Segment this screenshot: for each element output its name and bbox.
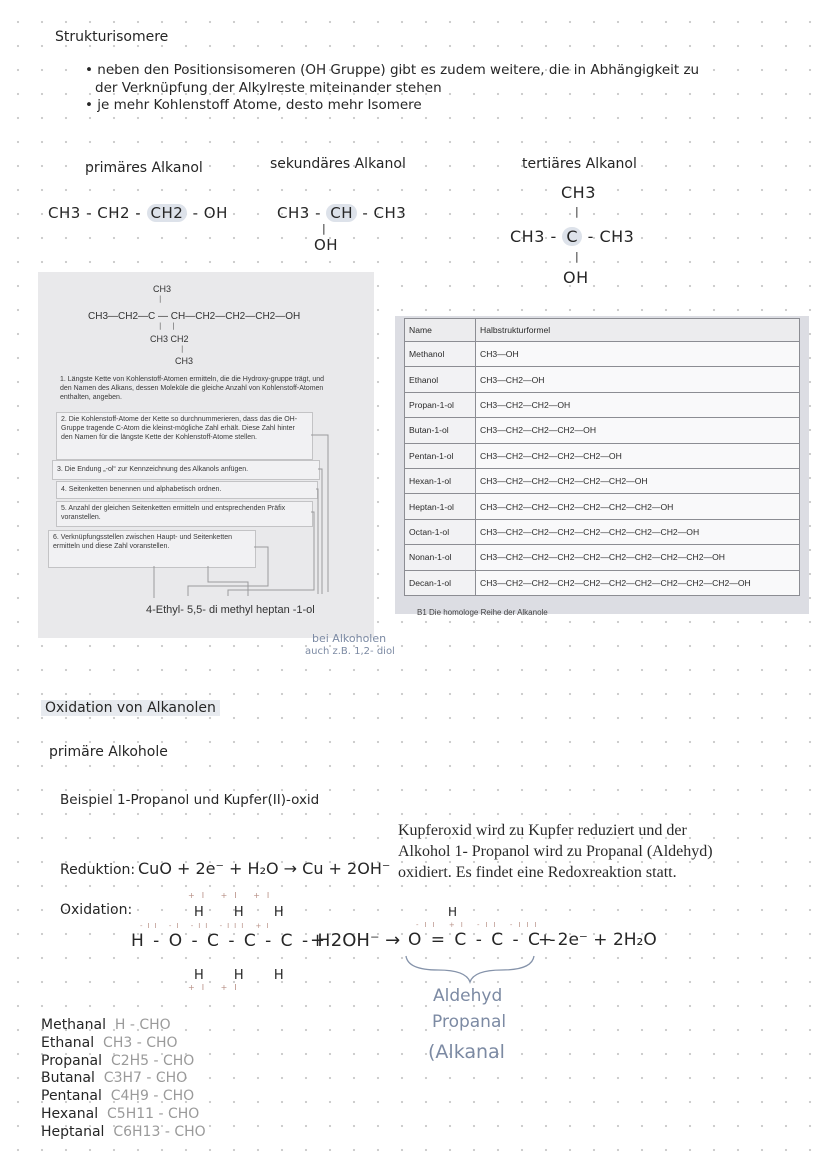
tertiary-bond-top: | — [575, 205, 579, 218]
table-cell-name: Pentan-1-ol — [405, 443, 476, 468]
photo1-connector-lines — [38, 272, 374, 638]
ox-top-h: H H H — [194, 905, 297, 920]
primary-alkanol-formula — [48, 204, 228, 222]
tertiary-top-ch3: CH3 — [561, 183, 596, 202]
aldehyde-name: Methanal — [41, 1017, 106, 1033]
aldehyde-formula: C5H11 - CHO — [107, 1105, 200, 1122]
photo1-result: 4-Ethyl- 5,5- di methyl heptan -1-ol — [146, 604, 315, 616]
tertiary-oh: OH — [563, 268, 589, 287]
photo1-bond-3: | — [181, 345, 184, 353]
ox-numbers-mid: -II -I -II -III +I — [140, 922, 274, 930]
aldehyde-name: Butanal — [41, 1070, 95, 1087]
note-bei-alkoholen: bei Alkoholen — [312, 632, 387, 645]
primary-formula-highlight: CH2 — [147, 204, 188, 222]
photo-naming-rules — [38, 272, 374, 638]
aldehyde-name: Hexanal — [41, 1105, 99, 1122]
brace-label-aldehyd: Aldehyd — [433, 986, 503, 1006]
photo1-formula-top: CH3 — [153, 284, 172, 294]
table-row — [405, 570, 800, 595]
table-cell-formula: CH3—CH2—OH — [476, 367, 800, 392]
brace-label-alkanal: (Alkanal — [428, 1041, 505, 1063]
table-row — [405, 392, 800, 417]
aldehyde-formula: C3H7 - CHO — [103, 1070, 188, 1087]
table-cell-name: Propan-1-ol — [405, 392, 476, 417]
table-cell-name: Nonan-1-ol — [405, 545, 476, 570]
alkanol-table — [404, 318, 800, 596]
secondary-formula-highlight: CH — [326, 204, 357, 222]
step-2: 2. Die Kohlenstoff-Atome der Kette so durchnummerieren, dass das die OH-Gruppe tragende C-Atom die kleinst-mögliche Zahl erhält. Diese Zahl hinter den Namen für die längste Kette der Kohlenstoff-Atome stellen. — [61, 416, 298, 441]
typed-line-1: Kupferoxid wird zu Kupfer reduziert und der — [398, 822, 687, 839]
section-title-oxidation: Oxidation von Alkanolen — [41, 700, 220, 716]
photo1-bond-2: | | — [159, 322, 175, 330]
ox-tail: + 2e⁻ + 2H₂O — [538, 930, 657, 950]
table-row — [405, 519, 800, 544]
table-cell-name: Butan-1-ol — [405, 418, 476, 443]
secondary-oh: OH — [314, 236, 339, 254]
table-header-row — [405, 319, 800, 342]
table-cell-formula: CH3—CH2—CH2—CH2—CH2—CH2—CH2—OH — [476, 494, 800, 519]
typed-line-3: oxidiert. Es findet eine Redoxreaktion statt. — [398, 864, 677, 881]
step-3: 3. Die Endung „-ol“ zur Kennzeichnung des Alkanols anfügen. — [57, 466, 249, 473]
reduction-equation: CuO + 2e⁻ + H₂O → Cu + 2OH⁻ — [138, 859, 391, 878]
photo1-formula-main: CH3—CH2—C — CH—CH2—CH2—CH2—OH — [88, 311, 301, 322]
table-cell-name: Hexan-1-ol — [405, 468, 476, 493]
list-item — [41, 1088, 206, 1106]
step-1: 1. Längste Kette von Kohlenstoff-Atomen ermitteln, die die Hydroxy-gruppe trägt, und den Namen des Alkans, dessen Moleküle die gleiche Anzahl von Kohlenstoff-Atomen enthalten, angeben. — [60, 376, 325, 401]
table-cell-formula: CH3—CH2—CH2—CH2—CH2—CH2—OH — [476, 468, 800, 493]
aldehyde-name: Ethanal — [41, 1034, 95, 1051]
bullet-1-line-2: der Verknüpfung der Alkylreste miteinander stehen — [95, 80, 442, 96]
table-row — [405, 494, 800, 519]
list-item — [41, 1017, 206, 1035]
table-cell-name: Decan-1-ol — [405, 570, 476, 595]
ox-plus-oh: + 2OH⁻ → — [310, 930, 401, 951]
table-row — [405, 545, 800, 570]
aldehyde-formula: C6H13 - CHO — [113, 1123, 206, 1140]
aldehyde-name: Heptanal — [41, 1123, 105, 1140]
table-cell-formula: CH3—CH2—CH2—CH2—OH — [476, 418, 800, 443]
aldehyde-list — [41, 1017, 206, 1142]
photo1-formula-below1: CH3 CH2 — [150, 334, 189, 344]
ox-product: O = C - C - C - — [408, 930, 558, 950]
photo1-bond: | — [159, 295, 162, 303]
step-6: 6. Verknüpfungsstellen zwischen Haupt- und Seitenketten ermitteln und diese Zahl voranstellen. — [53, 534, 233, 550]
oxidation-label: Oxidation: — [60, 902, 133, 918]
note-diol: auch z.B. 1,2- diol — [305, 646, 395, 657]
list-item — [41, 1106, 206, 1124]
aldehyde-formula: CH3 - CHO — [103, 1034, 178, 1051]
step-4: 4. Seitenketten benennen und alphabetisch ordnen. — [61, 486, 222, 493]
secondary-alkanol-formula — [277, 204, 406, 222]
list-item — [41, 1053, 206, 1071]
tertiary-alkanol-label: tertiäres Alkanol — [522, 156, 637, 172]
table-row — [405, 468, 800, 493]
table-row — [405, 367, 800, 392]
aldehyde-formula: H - CHO — [114, 1017, 171, 1033]
table-cell-formula: CH3—OH — [476, 342, 800, 367]
reduction-label: Reduktion: — [60, 862, 136, 878]
step-5: 5. Anzahl der gleichen Seitenketten ermitteln und entsprechenden Präfix voranstellen. — [61, 505, 286, 521]
primary-alkanol-label: primäres Alkanol — [85, 160, 203, 176]
list-item — [41, 1035, 206, 1053]
photo-homologe-reihe — [395, 316, 809, 617]
ox-product-h: H — [448, 905, 458, 919]
typed-explanation — [398, 820, 713, 883]
tertiary-main-row — [510, 227, 634, 246]
typed-line-2: Alkohol 1- Propanol wird zu Propanal (Aldehyd) — [398, 843, 713, 860]
ox-main-chain: H - O - C - C - C - H — [131, 931, 333, 951]
table-cell-formula: CH3—CH2—CH2—CH2—CH2—CH2—CH2—CH2—OH — [476, 519, 800, 544]
table-cut-caption: B1 Die homologe Reihe der Alkanole — [417, 608, 548, 617]
table-cell-name: Methanol — [405, 342, 476, 367]
table-row — [405, 418, 800, 443]
tertiary-right: - CH3 — [587, 227, 635, 246]
bullet-1-line-1: neben den Positionsisomeren (OH Gruppe) gibt es zudem weitere, die in Abhängigkeit zu — [97, 62, 700, 78]
table-cell-formula: CH3—CH2—CH2—CH2—CH2—CH2—CH2—CH2—CH2—CH2—OH — [476, 570, 800, 595]
list-item — [41, 1070, 206, 1088]
table-header-formula: Halbstrukturformel — [476, 319, 800, 342]
secondary-bond: | — [322, 222, 326, 235]
section-title-strukturisomere: Strukturisomere — [55, 29, 169, 45]
table-cell-name: Octan-1-ol — [405, 519, 476, 544]
secondary-formula-part-a: CH3 - — [277, 204, 321, 222]
bullet-2-text: je mehr Kohlenstoff Atome, desto mehr Isomere — [97, 97, 422, 113]
bullet-mark: • — [85, 97, 93, 113]
table-header-name: Name — [405, 319, 476, 342]
brace-label-propanal: Propanal — [432, 1012, 507, 1032]
ox-numbers-top: +I +I +I — [188, 891, 277, 900]
photo1-formula-below2: CH3 — [175, 356, 194, 366]
ox-bottom-h: H H H — [194, 968, 297, 983]
aldehyde-name: Propanal — [41, 1052, 103, 1069]
bullet-2 — [85, 97, 422, 113]
table-cell-formula: CH3—CH2—CH2—CH2—CH2—OH — [476, 443, 800, 468]
aldehyde-formula: C4H9 - CHO — [110, 1088, 195, 1105]
table-cell-name: Heptan-1-ol — [405, 494, 476, 519]
example-line: Beispiel 1-Propanol und Kupfer(II)-oxid — [60, 792, 320, 808]
tertiary-center-highlight: C — [562, 227, 582, 246]
primary-formula-part-b: - OH — [192, 204, 228, 222]
secondary-formula-part-b: - CH3 — [362, 204, 407, 222]
aldehyde-name: Pentanal — [41, 1088, 102, 1105]
table-row — [405, 342, 800, 367]
ox-numbers-bottom: +I +I — [188, 983, 244, 992]
bullet-1 — [85, 62, 699, 78]
bullet-mark: • — [85, 62, 93, 78]
table-row — [405, 443, 800, 468]
subtitle-primaere-alkohole: primäre Alkohole — [49, 744, 168, 760]
table-cell-formula: CH3—CH2—CH2—OH — [476, 392, 800, 417]
primary-formula-part-a: CH3 - CH2 - — [48, 204, 142, 222]
table-cell-formula: CH3—CH2—CH2—CH2—CH2—CH2—CH2—CH2—CH2—OH — [476, 545, 800, 570]
secondary-alkanol-label: sekundäres Alkanol — [270, 156, 406, 172]
product-brace — [398, 950, 548, 990]
tertiary-left: CH3 - — [510, 227, 557, 246]
ox-product-numbers: -II +I -II -III — [416, 921, 543, 929]
list-item — [41, 1124, 206, 1142]
aldehyde-formula: C2H5 - CHO — [110, 1052, 195, 1069]
tertiary-bond-bottom: | — [575, 250, 579, 263]
table-cell-name: Ethanol — [405, 367, 476, 392]
